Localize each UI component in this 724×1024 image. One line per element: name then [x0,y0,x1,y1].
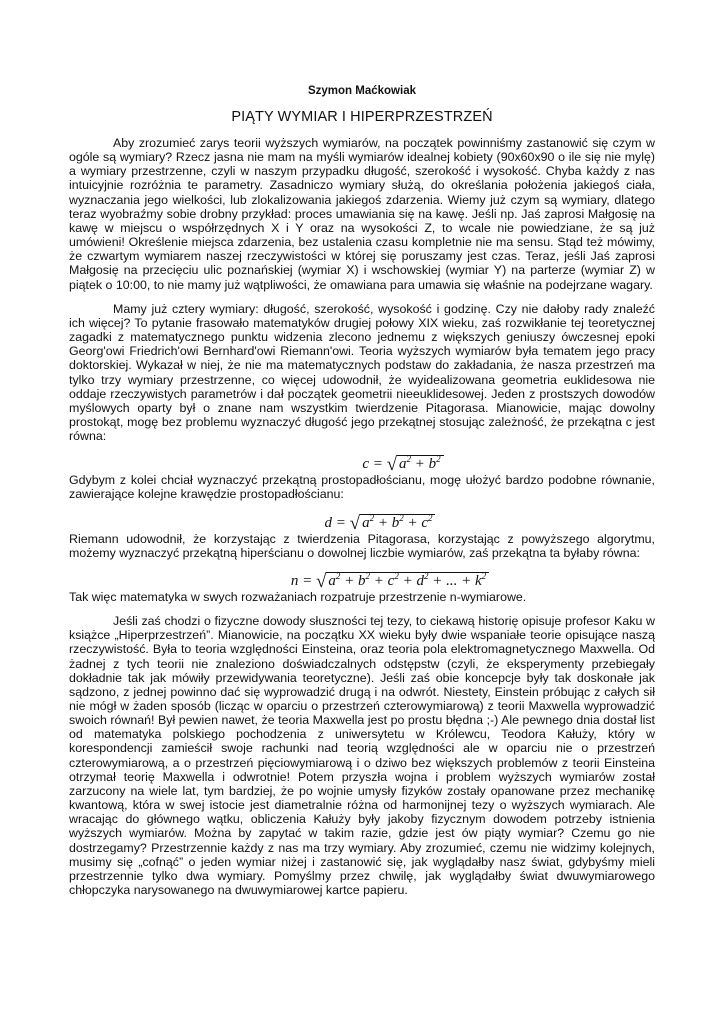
paragraph-3: Gdybym z kolei chciał wyznaczyć przekątną prostopadłościanu, mogę ułożyć bardzo podobne równanie, zawierające kolejne krawędzie prostopadłościanu: [69,473,655,502]
formula-hypercube-diagonal: n = √ $a^2 + b^2 + c^2 + d^2$ + ... + $k^2$ [69,566,655,586]
paragraph-1: Aby zrozumieć zarys teorii wyższych wymiarów, na początek powinniśmy zastanowić się czym w ogóle są wymiary? Rzecz jasna nie mam na myśli wymiarów idealnej kobiety (90x60x90 o ile się nie mylę) a wymiary przestrzenne, czyli w naszym przypadku długość, szerokość i wysokość. Chyba każdy z nas intuicyjnie rozróżnia te parametry. Zasadniczo wymiary służą, do określania położenia jakiegoś ciała, wyznaczania jego wielkości, lub zlokalizowania jakiegoś zdarzenia. Wiemy już czym są wymiary, dlatego teraz wyobraźmy sobie drobny przykład: proces umawiania się na kawę. Jeśli np. Jaś zaprosi Małgosię na kawę w miejscu o współrzędnych X i Y oraz na wysokości Z, to wcale nie powiedziane, że są już umówieni! Określenie miejsca zdarzenia, bez ustalenia czasu kompletnie nie ma sensu. Stąd też mówimy, że czwartym wymiarem naszej rzeczywistości w której się poruszamy jest czas. Teraz, jeśli Jaś zaprosi Małgosię na przecięciu ulic poznańskiej (wymiar X) i wschowskiej (wymiar Y) na parterze (wymiar Z) w piątek o 10:00, to nie mamy już wątpliwości, że omawiana para umawia się właśnie na podejrzane wagary. [69,136,655,292]
document-title: PIĄTY WYMIAR I HIPERPRZESTRZEŃ [231,109,493,125]
formula-rectangle-diagonal: c = √ $a^2 + b^2$ [69,449,655,469]
author-name: Szymon Maćkowiak [307,85,416,97]
paragraph-2: Mamy już cztery wymiary: długość, szerokość, wysokość i godzinę. Czy nie dałoby rady znaleźć ich więcej? To pytanie frasowało matematyków drugiej połowy XIX wieku, zaś rozwikłanie tej teoretycznej zagadki z matematycznego punktu widzenia zlecono jednemu z większych geniuszy ówczesnej epoki Georg'owi Friedrich'owi Bernhard'owi Riemann'owi. Teoria wyższych wymiarów była tematem jego pracy doktorskiej. Wykazał w niej, że nie ma matematycznych podstaw do zakładania, że nasza przestrzeń ma tylko trzy wymiary przestrzenne, co więcej udowodnił, że wyidealizowana geometria euklidesowa nie oddaje rzeczywistych parametrów i dał początek geometrii nieeuklidesowej. Jeden z prostszych dowodów myślowych oparty był o znane nam wszystkim twierdzenie Pitagorasa. Mianowicie, mając dowolny prostokąt, mogę bez problemu wyznaczyć długość jego przekątnej stosując zależność, że przekątna c jest równa: [69,301,655,444]
paragraph-4: Riemann udowodnił, że korzystając z twierdzenia Pitagorasa, korzystając z powyższego algorytmu, możemy wyznaczyć przekątną hiperścianu o dowolnej liczbie wymiarów, zaś przekątna ta byłaby równa: [69,531,655,560]
paragraph-6: Jeśli zaś chodzi o fizyczne dowody słuszności tej tezy, to ciekawą historię opisuje profesor Kaku w książce „Hiperprzestrzeń”. Mianowicie, na początku XX wieku były dwie wspaniałe teorie opisujące naszą rzeczywistość. Była to teoria względności Einsteina, oraz teoria pola elektromagnetycznego Maxwella. Od żadnej z tych teorii nie znaleziono doświadczalnych odstępstw (czyli, że eksperymenty przebiegały dokładnie tak jak mówiły przewidywania teoretyczne). Jeśli zaś obie koncepcje były tak doskonałe jak sądzono, z jednej powinno dać się wyprowadzić drugą i na odwrót. Niestety, Einstein próbując z całych sił nie mógł w żaden sposób (licząc w oparciu o przestrzeń czterowymiarową) z teorii Maxwella wyprowadzić swoich równań! Był pewien nawet, że teoria Maxwella jest po prostu błędna ;-) Ale pewnego dnia dostał list od matematyka polskiego pochodzenia z uniwersytetu w Królewcu, Teodora Kałuży, który w korespondencji zamieścił swoje rachunki nad teorią względności ale w oparciu nie o przestrzeń czterowymiarową, a o przestrzeń pięciowymiarową i o dziwo bez większych problemów z teorii Einsteina otrzymał teorię Maxwella i odwrotnie! Potem przyszła wojna i problem wyższych wymiarów został zarzucony na wiele lat, tym bardziej, że po wojnie umysły fizyków zostały opanowane przez mechanikę kwantową, która w swej istocie jest diametralnie różna od harmonijnej tezy o wyższych wymiarach. Ale wracając do głównego wątku, obliczenia Kałuży były jakoby fizycznym dowodem potrzeby istnienia wyższych wymiarów. Można by zapytać w takim razie, gdzie jest ów piąty wymiar? Czemu go nie dostrzegamy? Przestrzennie każdy z nas ma trzy wymiary. Aby zrozumieć, czemu nie widzimy kolejnych, musimy się „cofnąć” o jeden wymiar niżej i zastanowić się, jak wyglądałby nasz świat, gdybyśmy mieli przestrzennie tylko dwa wymiary. Pomyślmy przez chwilę, jak wyglądałby świat dwuwymiarowego chłopczyka narysowanego na dwuwymiarowej kartce papieru. [69,614,655,898]
paragraph-5: Tak więc matematyka w swych rozważaniach rozpatruje przestrzenie n-wymiarowe. [69,589,527,604]
formula-cuboid-diagonal: d = √ $a^2 + b^2 + c^2$ [69,508,655,528]
